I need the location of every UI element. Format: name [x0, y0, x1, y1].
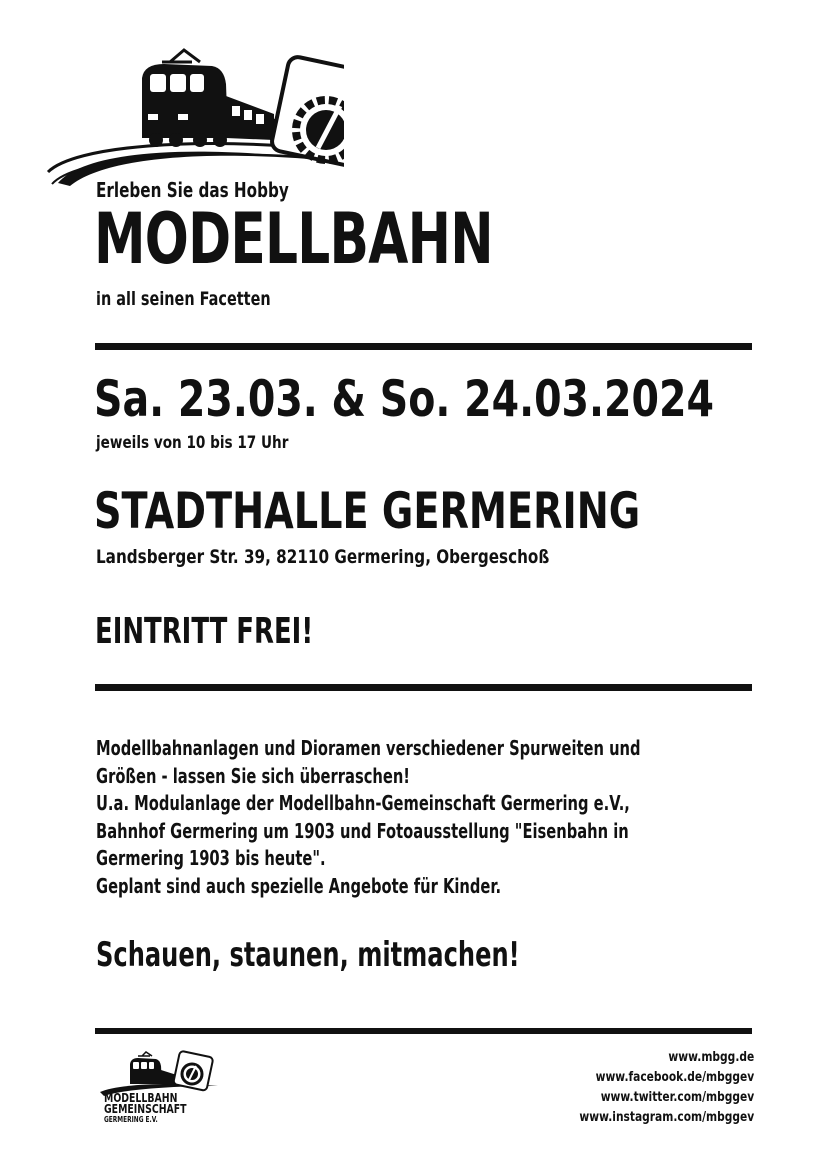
club-logo-text: [104, 1093, 187, 1125]
facebook-link[interactable]: www.facebook.de/mbggev: [595, 1070, 754, 1085]
divider: [95, 343, 752, 350]
slogan: Schauen, staunen, mitmachen!: [96, 935, 520, 975]
subline: in all seinen Facetten: [96, 288, 271, 310]
club-logo-line: GEMEINSCHAFT: [104, 1102, 187, 1116]
description-line: Modellbahnanlagen und Dioramen verschiedener Spurweiten und: [96, 736, 641, 760]
description-line: U.a. Modulanlage der Modellbahn-Gemeinschaft Germering e.V.,: [96, 791, 630, 816]
model-railway-train-and-dial-icon: [44, 44, 344, 194]
kicker-text: Erleben Sie das Hobby: [96, 178, 289, 202]
club-logo-line: GERMERING E.V.: [104, 1115, 158, 1124]
admission-text: EINTRITT FREI!: [95, 611, 314, 652]
twitter-link[interactable]: www.twitter.com/mbggev: [600, 1090, 754, 1105]
description-line: Geplant sind auch spezielle Angebote für Kinder.: [96, 873, 502, 898]
divider: [95, 684, 752, 691]
description-line: Größen - lassen Sie sich überraschen!: [96, 763, 411, 788]
event-hours: jeweils von 10 bis 17 Uhr: [96, 433, 289, 453]
club-logo-line: MODELLBAHN: [104, 1091, 178, 1105]
description-line: Germering 1903 bis heute".: [96, 846, 326, 871]
headline: MODELLBAHN: [94, 198, 493, 280]
event-dates: Sa. 23.03. & So. 24.03.2024: [94, 370, 714, 428]
instagram-link[interactable]: www.instagram.com/mbggev: [579, 1110, 754, 1125]
venue-address: Landsberger Str. 39, 82110 Germering, Obergeschoß: [96, 546, 550, 568]
website-link[interactable]: www.mbgg.de: [668, 1050, 754, 1065]
divider: [95, 1028, 752, 1034]
description-line: Bahnhof Germering um 1903 und Fotoausstellung "Eisenbahn in: [96, 818, 629, 843]
description: [96, 735, 758, 901]
venue-name: STADTHALLE GERMERING: [94, 482, 641, 540]
contact-links: [541, 1048, 754, 1128]
